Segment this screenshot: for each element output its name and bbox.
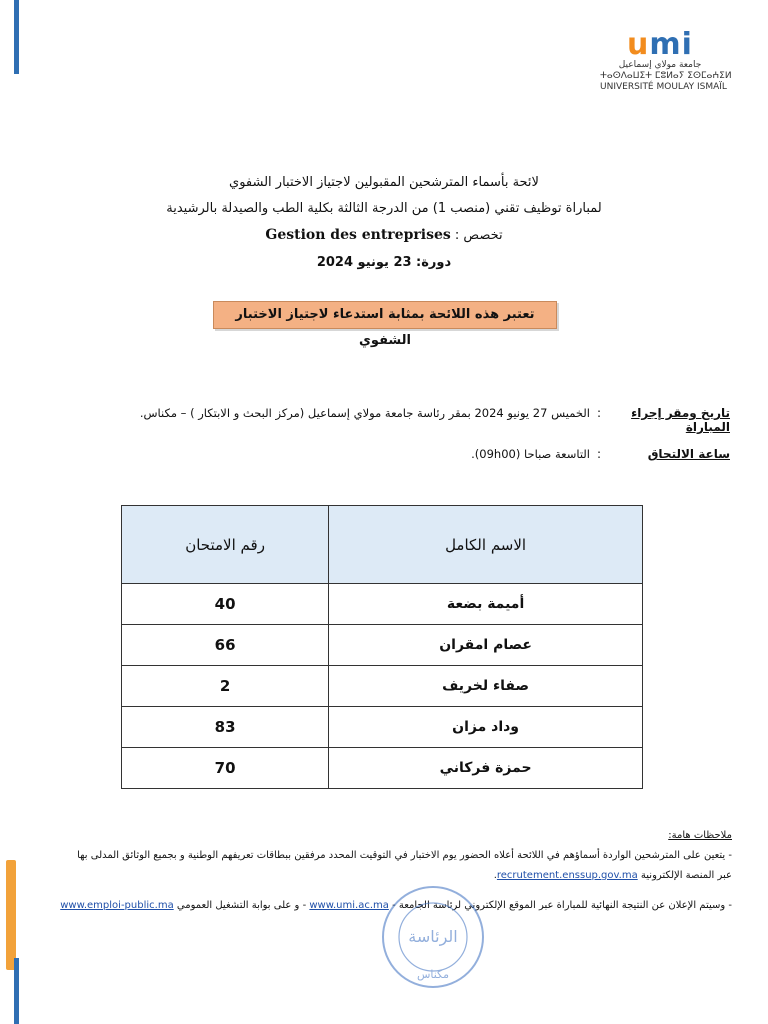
note-attendance: - يتعين على المترشحين الواردة أسماؤهم في اللائحة أعلاه الحضور يوم الاختبار في التوقيت المحدد مرفقين ببطاقات تعريفهم الوطنية و بجميع الوثائق المدلى بها عبر المنصة الإلكترونية recrutement.enssup.gov.ma.	[77, 850, 732, 881]
exam-number: 66	[122, 625, 329, 666]
stamp-text: الرئاسة	[408, 927, 458, 946]
notes-title: ملاحظات هامة:	[668, 830, 732, 841]
exam-date-label: تاريخ ومقر إجراء المباراة	[631, 406, 730, 434]
left-blue-bar-top	[14, 0, 19, 74]
note-results-text: - وسيتم الإعلان عن النتيجة النهائية للمباراة عبر الموقع الإلكتروني لرئاسة الجامعة -	[392, 900, 732, 911]
document-subtitle: لمباراة توظيف تقني (منصب 1) من الدرجة الثالثة بكلية الطب والصيدلة بالرشيدية	[166, 201, 602, 216]
exam-date-colon: :	[597, 406, 602, 420]
exam-number: 2	[122, 666, 329, 707]
left-blue-bar-bottom	[14, 958, 19, 1024]
specialty-line	[0, 226, 768, 245]
umi-logo-mark: umi	[627, 27, 693, 62]
candidates-table	[121, 505, 643, 789]
arrival-time-colon: :	[597, 447, 602, 461]
public-employment-portal-link[interactable]: www.emploi-public.ma	[60, 900, 174, 911]
table-row	[122, 666, 643, 707]
university-stamp	[378, 882, 488, 992]
arrival-time-value: التاسعة صباحا (09h00).	[471, 447, 590, 461]
session-date: دورة: 23 يونيو 2024	[316, 255, 452, 270]
recruitment-platform-link[interactable]: recrutement.enssup.gov.ma	[496, 870, 638, 881]
logo-line-french: UNIVERSITÉ MOULAY ISMAÏL	[600, 82, 727, 92]
table-row	[122, 625, 643, 666]
candidate-name: صفاء لخريف	[329, 666, 643, 707]
logo-line-tifinagh: ⵜⴰⵙⴷⴰⵡⵉⵜ ⵎⵓⵍⴰⵢ ⵉⵙⵎⴰⵄⵉⵍ	[600, 71, 732, 81]
exam-number: 83	[122, 707, 329, 748]
table-row	[122, 748, 643, 789]
convocation-notice: تعتبر هذه اللائحة بمثابة استدعاء لاجتياز الاختبار الشفوي	[213, 301, 557, 329]
candidate-name: أميمة بضعة	[329, 584, 643, 625]
exam-date-value: الخميس 27 يونيو 2024 بمقر رئاسة جامعة مولاي إسماعيل (مركز البحث و الابتكار ) – مكناس.	[139, 406, 590, 420]
candidate-name: عصام امقران	[329, 625, 643, 666]
note-attendance-text: - يتعين على المترشحين الواردة أسماؤهم في اللائحة أعلاه الحضور يوم الاختبار في التوقيت المحدد مرفقين ببطاقات تعريفهم الوطنية و بجميع الوثائق المدلى بها عبر المنصة الإلكترونية	[77, 850, 732, 881]
logo-line-arabic: جامعة مولاي إسماعيل	[618, 60, 702, 70]
column-header-name: الاسم الكامل	[329, 506, 643, 584]
university-website-link[interactable]: www.umi.ac.ma	[309, 900, 389, 911]
exam-number: 70	[122, 748, 329, 789]
specialty-value: Gestion des entreprises	[265, 227, 451, 243]
table-header-row	[122, 506, 643, 584]
specialty-label: تخصص :	[454, 228, 503, 243]
stamp-subtext: مكناس	[416, 968, 450, 981]
candidate-name: وداد مزان	[329, 707, 643, 748]
candidate-name: حمزة فركاني	[329, 748, 643, 789]
document-title: لائحة بأسماء المترشحين المقبولين لاجتياز الاختبار الشفوي	[229, 175, 539, 190]
left-orange-bar	[6, 860, 16, 970]
note-results-mid: - و على بوابة التشغيل العمومي	[176, 900, 307, 911]
table-row	[122, 584, 643, 625]
exam-number: 40	[122, 584, 329, 625]
column-header-number: رقم الامتحان	[122, 506, 329, 584]
arrival-time-label: ساعة الالتحاق	[647, 447, 730, 461]
table-row	[122, 707, 643, 748]
university-logo	[600, 27, 732, 92]
